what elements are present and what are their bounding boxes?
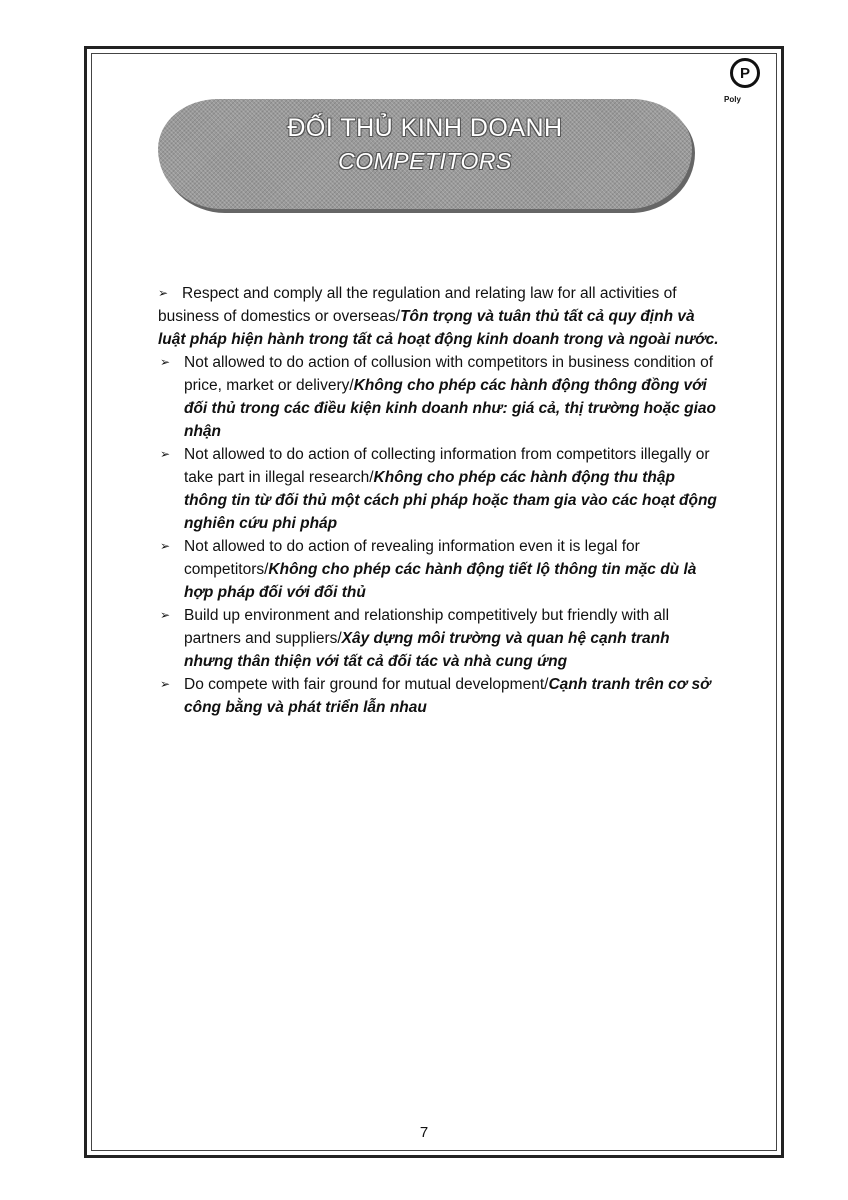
item-vi-text: Cạnh tranh trên cơ sở công bằng và phát triển lẫn nhau (184, 676, 711, 716)
arrow-bullet-icon: ➢ (160, 677, 171, 691)
list-item (158, 604, 722, 673)
item-en-text: Not allowed to do action of revealing information even it is legal for competitors/ (184, 538, 640, 578)
arrow-bullet-icon: ➢ (160, 608, 171, 622)
item-vi-text: Không cho phép các hành động thu thập thông tin từ đối thủ một cách phi pháp hoặc tham gia vào các hoạt động nghiên cứu phi pháp (184, 469, 717, 532)
list-item (158, 673, 722, 719)
item-vi-text: Tôn trọng và tuân thủ tất cả quy định và luật pháp hiện hành trong tất cả hoạt động kinh doanh trong và ngoài nước. (158, 308, 719, 348)
arrow-bullet-icon: ➢ (158, 286, 169, 300)
page-number: 7 (419, 1124, 429, 1141)
arrow-bullet-icon: ➢ (160, 539, 171, 553)
poly-logo (724, 58, 784, 110)
item-vi-text: Không cho phép các hành động thông đồng với đối thủ trong các điều kiện kinh doanh như: giá cả, thị trường hoặc giao nhận (184, 377, 717, 440)
logo-mark: P (730, 58, 760, 88)
list-item (158, 443, 722, 535)
logo-brand: Poly (724, 95, 741, 104)
banner-subtitle: COMPETITORS (338, 148, 512, 174)
section-banner (158, 99, 692, 209)
item-en-text: Build up environment and relationship competitively but friendly with all partners and suppliers/ (184, 607, 670, 647)
item-vi-text: Xây dựng môi trường và quan hệ cạnh tranh nhưng thân thiện với tất cả đối tác và nhà cung ứng (184, 630, 670, 670)
list-item (158, 282, 722, 351)
arrow-bullet-icon: ➢ (160, 447, 171, 461)
item-en-text: Not allowed to do action of collecting information from competitors illegally or take part in illegal research/ (184, 446, 710, 486)
item-en-text: Not allowed to do action of collusion with competitors in business condition of price, market or delivery/ (184, 354, 714, 394)
item-vi-text: Không cho phép các hành động tiết lộ thông tin mặc dù là hợp pháp đối với đối thủ (184, 561, 697, 601)
item-en-text: Do compete with fair ground for mutual development/ (184, 676, 549, 693)
list-item (158, 351, 722, 443)
policy-list (158, 282, 722, 719)
item-en-text: Respect and comply all the regulation and relating law for all activities of business of domestics or overseas/ (158, 285, 677, 325)
list-item (158, 535, 722, 604)
arrow-bullet-icon: ➢ (160, 355, 171, 369)
banner-title: ĐỐI THỦ KINH DOANH (287, 114, 563, 142)
